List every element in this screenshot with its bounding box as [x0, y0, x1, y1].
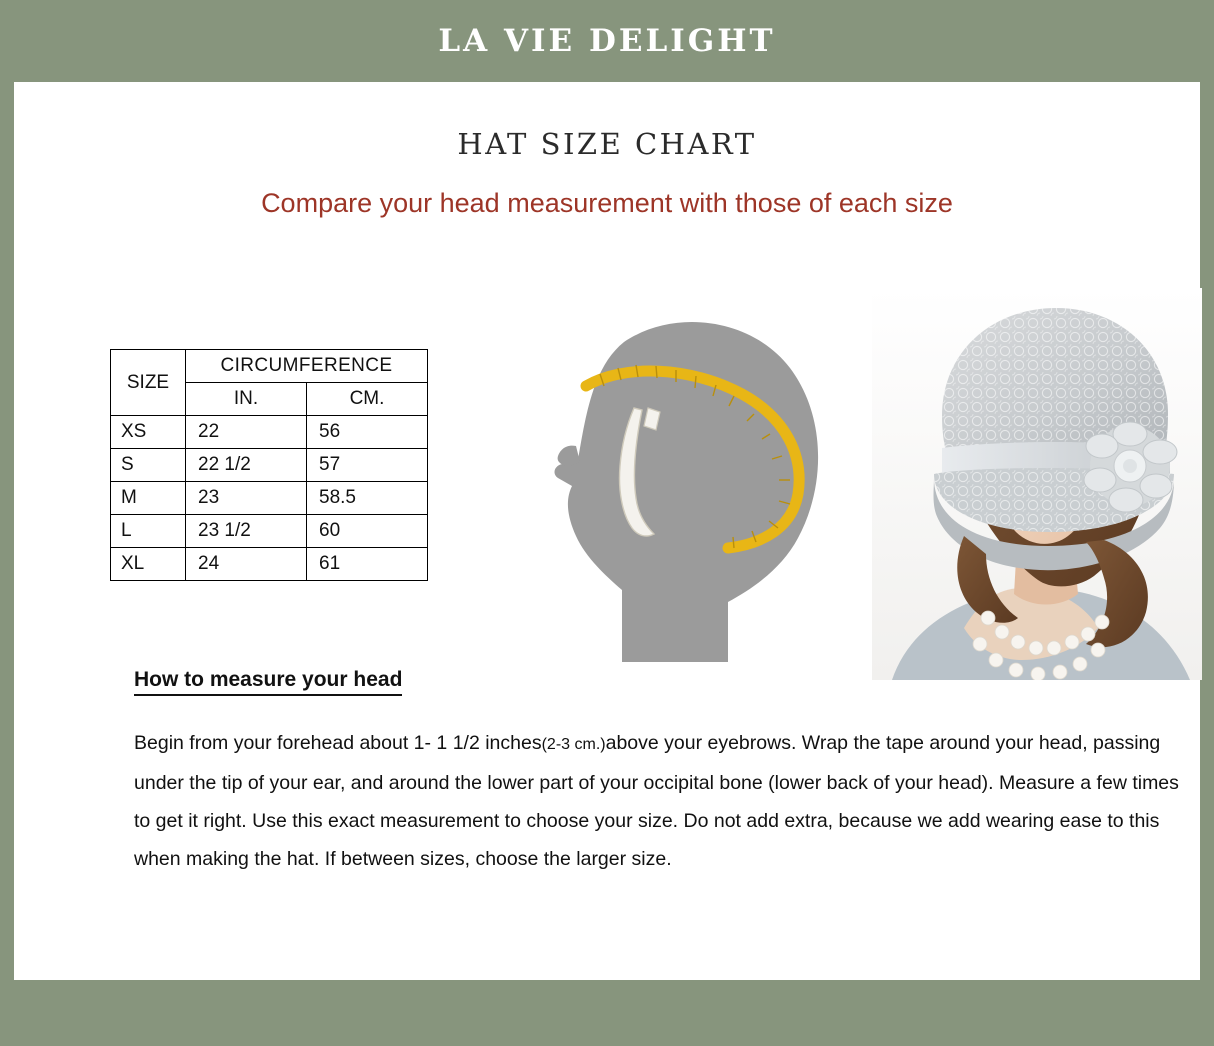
cell-inches: 22 1/2	[186, 449, 307, 482]
cell-size: L	[111, 515, 186, 548]
cell-inches: 24	[186, 548, 307, 581]
table-row	[111, 449, 428, 482]
table-row	[111, 515, 428, 548]
woman-wearing-cloche-hat-image	[872, 288, 1202, 680]
page-subtitle: Compare your head measurement with those of each size	[261, 188, 953, 218]
column-header-cm: CM.	[307, 383, 428, 416]
head-measurement-diagram	[514, 290, 854, 680]
cell-size: XS	[111, 416, 186, 449]
cell-cm: 56	[307, 416, 428, 449]
table-row	[111, 416, 428, 449]
cell-inches: 23	[186, 482, 307, 515]
table-row	[111, 548, 428, 581]
cell-cm: 61	[307, 548, 428, 581]
head-profile-silhouette-icon	[514, 290, 854, 680]
cell-cm: 58.5	[307, 482, 428, 515]
table-row	[111, 482, 428, 515]
footer-bar	[0, 980, 1214, 1046]
cell-cm: 57	[307, 449, 428, 482]
cell-size: XL	[111, 548, 186, 581]
cell-inches: 22	[186, 416, 307, 449]
instructions-part3: above your eyebrows. Wrap the tape around your head, passing under the tip of your ear, and around the lower part of your occipital bone (lower back of your head). Measure a few times to get it right. Use this exact measurement to choose your size. Do not add extra, because we add wearing ease to this when making the hat. If between sizes, choose the larger size.	[134, 732, 1179, 870]
cell-size: S	[111, 449, 186, 482]
page-title: HAT SIZE CHART	[457, 127, 757, 161]
column-header-inches: IN.	[186, 383, 307, 416]
instructions-metric-note: (2-3 cm.)	[541, 736, 606, 753]
cell-size: M	[111, 482, 186, 515]
brand-header-bar	[0, 0, 1214, 82]
cell-cm: 60	[307, 515, 428, 548]
size-chart-table	[110, 349, 428, 581]
column-header-size: SIZE	[111, 350, 186, 416]
instructions-body	[134, 724, 1180, 878]
instructions-part1: Begin from your forehead about 1- 1 1/2 inches	[134, 732, 542, 754]
instructions-title: How to measure your head	[134, 668, 402, 696]
cell-inches: 23 1/2	[186, 515, 307, 548]
model-photo	[872, 288, 1202, 680]
table-header-row	[111, 350, 428, 383]
brand-name: LA VIE DELIGHT	[438, 23, 776, 59]
column-header-circumference: CIRCUMFERENCE	[186, 350, 428, 383]
